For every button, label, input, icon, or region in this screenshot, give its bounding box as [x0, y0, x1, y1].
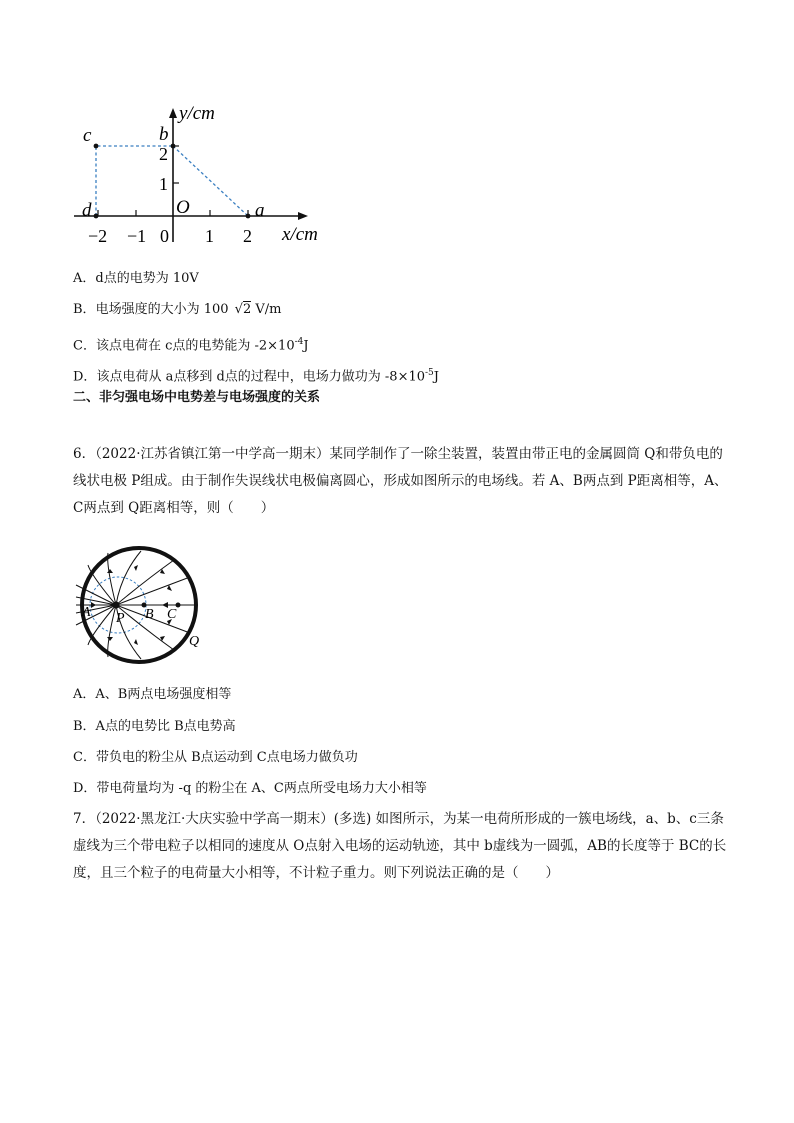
- label-B: B: [145, 607, 154, 622]
- y-tick-label: 2: [159, 144, 168, 164]
- section-heading: 二、非匀强电场中电势差与电场强度的关系: [73, 390, 321, 405]
- electrode-p: [113, 602, 120, 609]
- label-b: b: [159, 124, 169, 145]
- q6-option-b: B．A点的电势比 B点电势高: [73, 719, 236, 734]
- label-a: a: [255, 200, 265, 221]
- x-axis-arrow: [298, 212, 308, 220]
- coordinate-figure: [70, 100, 340, 250]
- q5-option-a: A．d点的电势为 10V: [73, 271, 199, 286]
- x-tick-label: 2: [243, 226, 252, 246]
- y-axis-arrow: [169, 108, 177, 118]
- x-tick-label: 0: [160, 226, 169, 246]
- point-a: [246, 214, 251, 219]
- y-tick-label: 1: [159, 174, 168, 194]
- label-Q: Q: [189, 634, 200, 649]
- field-line-figure: [66, 545, 226, 675]
- q6-option-d: D．带电荷量均为 -q 的粉尘在 A、C两点所受电场力大小相等: [73, 781, 427, 796]
- label-c: c: [83, 125, 92, 146]
- x-tick-label: −2: [88, 226, 108, 246]
- q7-stem: 7．（2022·黑龙江·大庆实验中学高一期末）(多选) 如图所示，为某一电荷所形成的一簇电场线，a、b、c三条虚线为三个带电粒子以相同的速度从 O点射入电场的运动轨迹，其中 b虚线为一圆弧，AB的长度等于 BC的长度，且三个粒子的电荷量大小相等，不计粒子重力。则下列说法正确的是（ ）: [73, 811, 727, 881]
- q6-option-a: A．A、B两点电场强度相等: [73, 687, 232, 702]
- label-d: d: [82, 200, 92, 221]
- x-tick-label: −1: [127, 226, 147, 246]
- point-d: [94, 214, 99, 219]
- x-axis-label: x/cm: [282, 224, 318, 245]
- y-axis-label: y/cm: [179, 103, 215, 124]
- origin-label: O: [176, 197, 190, 218]
- q5-option-b: B．电场强度的大小为 100 √2 V/m: [73, 302, 282, 317]
- label-C: C: [167, 607, 177, 622]
- label-A: A: [82, 605, 91, 620]
- point-b: [171, 144, 176, 149]
- x-tick-label: 1: [205, 226, 214, 246]
- q5-option-c: C．该点电荷在 c点的电势能为 $-2\times 10^{-4}J$: [73, 337, 309, 354]
- q6-stem: 6．（2022·江苏省镇江第一中学高一期末）某同学制作了一除尘装置，装置由带正电的金属圆筒 Q和带负电的线状电极 P组成。由于制作失误线状电极偏离圆心，形成如图所示的电场线。若 A、B两点到 P距离相等，A、C两点到 Q距离相等，则（ ）: [73, 446, 728, 516]
- point-c: [94, 144, 99, 149]
- label-P: P: [116, 611, 125, 626]
- q6-option-c: C．带负电的粉尘从 B点运动到 C点电场力做负功: [73, 750, 358, 765]
- q5-option-d: D．该点电荷从 a点移到 d点的过程中，电场力做功为 $-8\times 10^{-5}J$: [73, 368, 440, 385]
